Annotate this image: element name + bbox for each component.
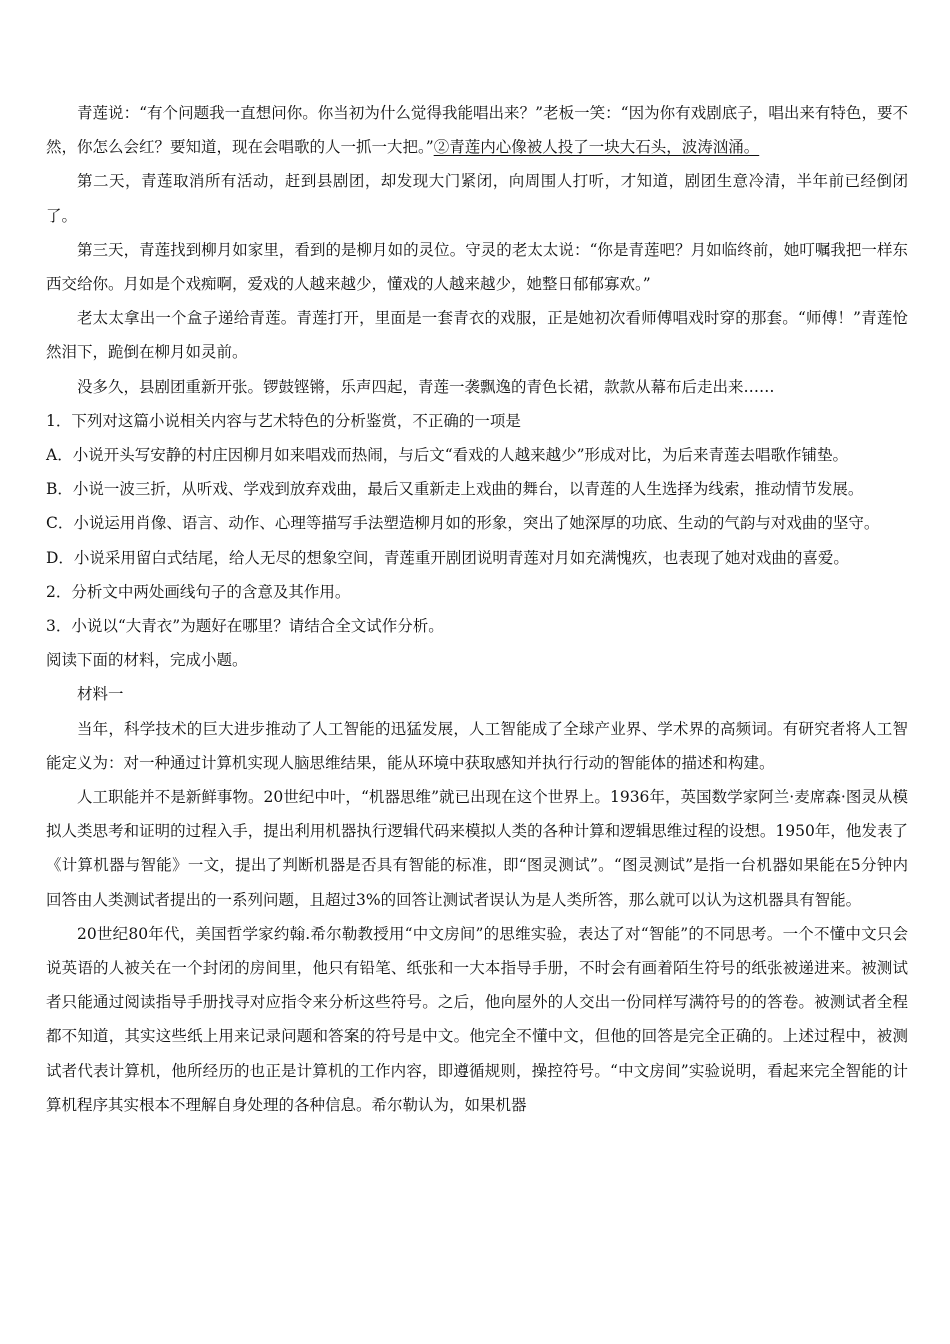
underlined-sentence-2: ②青莲内心像被人投了一块大石头，波涛汹涌。: [433, 138, 760, 157]
material-paragraph: 人工职能并不是新鲜事物。20世纪中叶，“机器思维”就已出现在这个世界上。1936年，英国数学家阿兰·麦席森·图灵从模拟人类思考和证明的过程入手，提出利用机器执行逻辑代码来模拟人类的各种计算和逻辑思维过程的设想。1950年，他发表了《计算机器与智能》一文，提出了判断机器是否具有智能的标准，即“图灵测试”。“图灵测试”是指一台机器如果能在5分钟内回答由人类测试者提出的一系列问题，且超过3%的回答让测试者误认为是人类所答，那么就可以认为这机器具有智能。: [46, 788, 908, 909]
story-paragraph: 老太太拿出一个盒子递给青莲。青莲打开，里面是一套青衣的戏服，正是她初次看师傅唱戏时穿的那套。“师傅！”青莲怆然泪下，跪倒在柳月如灵前。: [46, 309, 908, 362]
story-text: 青莲说：“有个问题我一直想问你。你当初为什么觉得我能唱出来？”老板一笑：“因为你有戏剧底子，唱出来有特色，要不然，你怎么会红？要知道，现在会唱歌的人一抓一大把。”: [46, 104, 908, 157]
story-paragraph: 第二天，青莲取消所有活动，赶到县剧团，却发现大门紧闭，向周围人打听，才知道，剧团生意冷清，半年前已经倒闭了。: [46, 172, 908, 225]
option-a: A．小说开头写安静的村庄因柳月如来唱戏而热闹，与后文“看戏的人越来越少”形成对比，为后来青莲去唱歌作铺垫。: [46, 446, 849, 465]
story-paragraph: 没多久，县剧团重新开张。锣鼓铿锵，乐声四起，青莲一袭飘逸的青色长裙，款款从幕布后走出来……: [77, 377, 775, 396]
material-paragraph: 当年，科学技术的巨大进步推动了人工智能的迅猛发展，人工智能成了全球产业界、学术界的高频词。有研究者将人工智能定义为：对一种通过计算机实现人脑思维结果，能从环境中获取感知并执行行动的智能体的描述和构建。: [46, 719, 908, 772]
document-body: [46, 96, 908, 1122]
material-paragraph: 20世纪80年代，美国哲学家约翰.希尔勒教授用“中文房间”的思维实验，表达了对“智能”的不同思考。一个不懂中文只会说英语的人被关在一个封闭的房间里，他只有铅笔、纸张和一大本指导手册，不时会有画着陌生符号的纸张被递进来。被测试者只能通过阅读指导手册找寻对应指令来分析这些符号。之后，他向屋外的人交出一份同样写满符号的的答卷。被测试者全程都不知道，其实这些纸上用来记录问题和答案的符号是中文。他完全不懂中文，但他的回答是完全正确的。上述过程中，被测试者代表计算机，他所经历的也正是计算机的工作内容，即遵循规则，操控符号。“中文房间”实验说明，看起来完全智能的计算机程序其实根本不理解自身处理的各种信息。希尔勒认为，如果机器: [46, 924, 908, 1114]
option-b: B．小说一波三折，从听戏、学戏到放弃戏曲，最后又重新走上戏曲的舞台，以青莲的人生选择为线索，推动情节发展。: [46, 480, 864, 499]
option-c: C．小说运用肖像、语言、动作、心理等描写手法塑造柳月如的形象，突出了她深厚的功底、生动的气韵与对戏曲的坚守。: [46, 514, 880, 533]
story-paragraph: [46, 96, 908, 164]
question-1: 1．下列对这篇小说相关内容与艺术特色的分析鉴赏，不正确的一项是: [46, 411, 521, 430]
question-3: 3．小说以“大青衣”为题好在哪里？请结合全文试作分析。: [46, 617, 444, 636]
story-paragraph: 第三天，青莲找到柳月如家里，看到的是柳月如的灵位。守灵的老太太说：“你是青莲吧？月如临终前，她叮嘱我把一样东西交给你。月如是个戏痴啊，爱戏的人越来越少，懂戏的人越来越少，她整日郁郁寡欢。”: [46, 240, 908, 294]
option-d: D．小说采用留白式结尾，给人无尽的想象空间，青莲重开剧团说明青莲对月如充满愧疚，也表现了她对戏曲的喜爱。: [46, 548, 849, 567]
reading-instruction: 阅读下面的材料，完成小题。: [46, 651, 248, 670]
question-2: 2．分析文中两处画线句子的含意及其作用。: [46, 582, 351, 601]
material-label: 材料一: [77, 685, 124, 704]
